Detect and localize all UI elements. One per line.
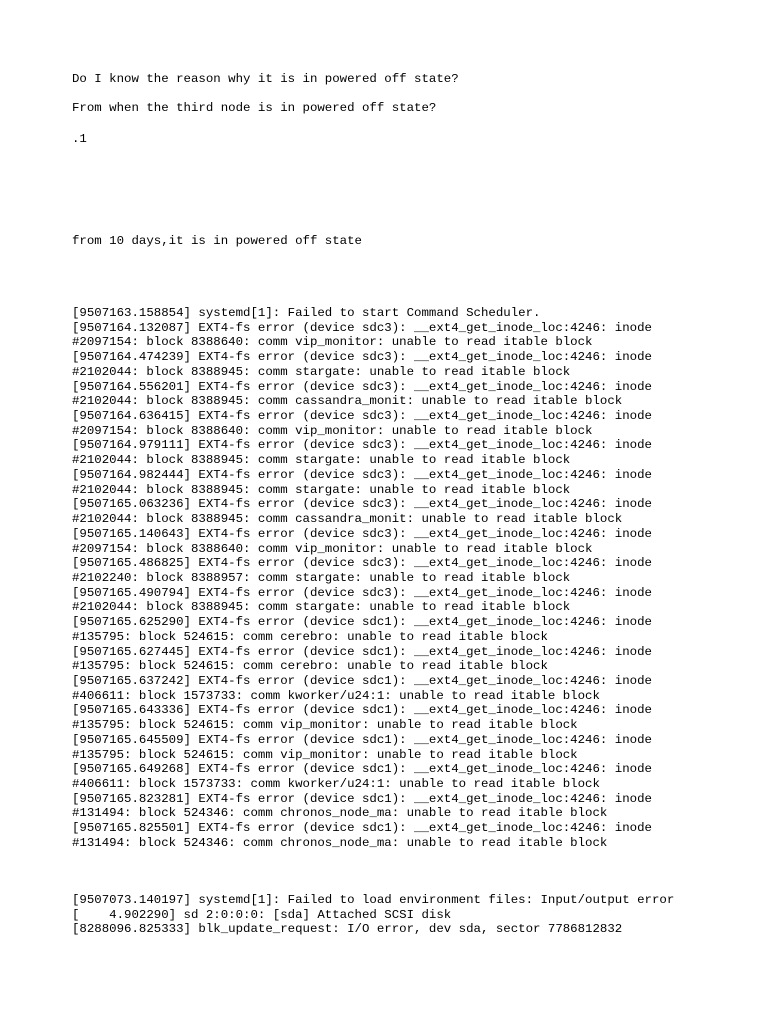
log-line: #406611: block 1573733: comm kworker/u24:1: unable to read itable block <box>72 688 600 703</box>
log-line: #2102044: block 8388945: comm cassandra_monit: unable to read itable block <box>72 394 623 409</box>
log-line: #2097154: block 8388640: comm vip_monitor: unable to read itable block <box>72 541 593 556</box>
log-line: [8288096.825333] blk_update_request: I/O error, dev sda, sector 7786812832 <box>72 922 623 937</box>
log-line: #2097154: block 8388640: comm vip_monitor: unable to read itable block <box>72 335 593 350</box>
log-line: #2097154: block 8388640: comm vip_monitor: unable to read itable block <box>72 423 593 438</box>
log-line: #2102044: block 8388945: comm stargate: unable to read itable block <box>72 364 571 379</box>
log-line: [9507165.627445] EXT4-fs error (device sdc1): __ext4_get_inode_loc:4246: inode <box>72 644 652 659</box>
log-line: #135795: block 524615: comm vip_monitor: unable to read itable block <box>72 718 578 733</box>
log-line: #131494: block 524346: comm chronos_node_ma: unable to read itable block <box>72 835 608 850</box>
log-line: [9507165.063236] EXT4-fs error (device sdc3): __ext4_get_inode_loc:4246: inode <box>72 497 652 512</box>
log-line: #2102044: block 8388945: comm stargate: unable to read itable block <box>72 600 571 615</box>
log-line: [9507165.625290] EXT4-fs error (device sdc1): __ext4_get_inode_loc:4246: inode <box>72 615 652 630</box>
boot-error-log <box>72 893 674 937</box>
log-line: [9507165.649268] EXT4-fs error (device sdc1): __ext4_get_inode_loc:4246: inode <box>72 762 652 777</box>
kernel-error-log <box>72 306 652 851</box>
log-line: [ 4.902290] sd 2:0:0:0: [sda] Attached SCSI disk <box>72 907 452 922</box>
log-line: [9507165.490794] EXT4-fs error (device sdc3): __ext4_get_inode_loc:4246: inode <box>72 585 652 600</box>
log-line: [9507164.474239] EXT4-fs error (device sdc3): __ext4_get_inode_loc:4246: inode <box>72 350 652 365</box>
log-line: [9507165.645509] EXT4-fs error (device sdc1): __ext4_get_inode_loc:4246: inode <box>72 732 652 747</box>
log-line: [9507165.823281] EXT4-fs error (device sdc1): __ext4_get_inode_loc:4246: inode <box>72 791 652 806</box>
log-line: #131494: block 524346: comm chronos_node_ma: unable to read itable block <box>72 806 608 821</box>
log-line: [9507165.825501] EXT4-fs error (device sdc1): __ext4_get_inode_loc:4246: inode <box>72 821 652 836</box>
log-line: [9507164.132087] EXT4-fs error (device sdc3): __ext4_get_inode_loc:4246: inode <box>72 320 652 335</box>
log-line: [9507164.982444] EXT4-fs error (device sdc3): __ext4_get_inode_loc:4246: inode <box>72 467 652 482</box>
log-line: [9507165.643336] EXT4-fs error (device sdc1): __ext4_get_inode_loc:4246: inode <box>72 703 652 718</box>
log-line: #135795: block 524615: comm vip_monitor: unable to read itable block <box>72 747 578 762</box>
question-since-when: From when the third node is in powered off state? <box>72 101 437 115</box>
log-line: [9507165.486825] EXT4-fs error (device sdc3): __ext4_get_inode_loc:4246: inode <box>72 556 652 571</box>
answer-text: from 10 days,it is in powered off state <box>72 234 362 248</box>
log-line: #406611: block 1573733: comm kworker/u24:1: unable to read itable block <box>72 777 600 791</box>
log-line: [9507165.637242] EXT4-fs error (device sdc1): __ext4_get_inode_loc:4246: inode <box>72 673 652 688</box>
log-line: #2102044: block 8388945: comm stargate: unable to read itable block <box>72 482 571 497</box>
log-line: [9507073.140197] systemd[1]: Failed to load environment files: Input/output error <box>72 893 675 907</box>
log-line: #2102044: block 8388945: comm cassandra_monit: unable to read itable block <box>72 512 623 527</box>
list-marker: .1 <box>72 132 87 146</box>
log-line: [9507164.979111] EXT4-fs error (device sdc3): __ext4_get_inode_loc:4246: inode <box>72 438 652 453</box>
log-line: #2102044: block 8388945: comm stargate: unable to read itable block <box>72 453 571 468</box>
log-line: #135795: block 524615: comm cerebro: unable to read itable block <box>72 629 548 644</box>
question-reason: Do I know the reason why it is in powered off state? <box>72 72 459 86</box>
log-line: [9507164.556201] EXT4-fs error (device sdc3): __ext4_get_inode_loc:4246: inode <box>72 379 652 394</box>
log-line: #135795: block 524615: comm cerebro: unable to read itable block <box>72 659 548 674</box>
log-line: #2102240: block 8388957: comm stargate: unable to read itable block <box>72 570 571 585</box>
log-line: [9507163.158854] systemd[1]: Failed to start Command Scheduler. <box>72 306 541 320</box>
log-line: [9507165.140643] EXT4-fs error (device sdc3): __ext4_get_inode_loc:4246: inode <box>72 526 652 541</box>
log-line: [9507164.636415] EXT4-fs error (device sdc3): __ext4_get_inode_loc:4246: inode <box>72 409 652 424</box>
